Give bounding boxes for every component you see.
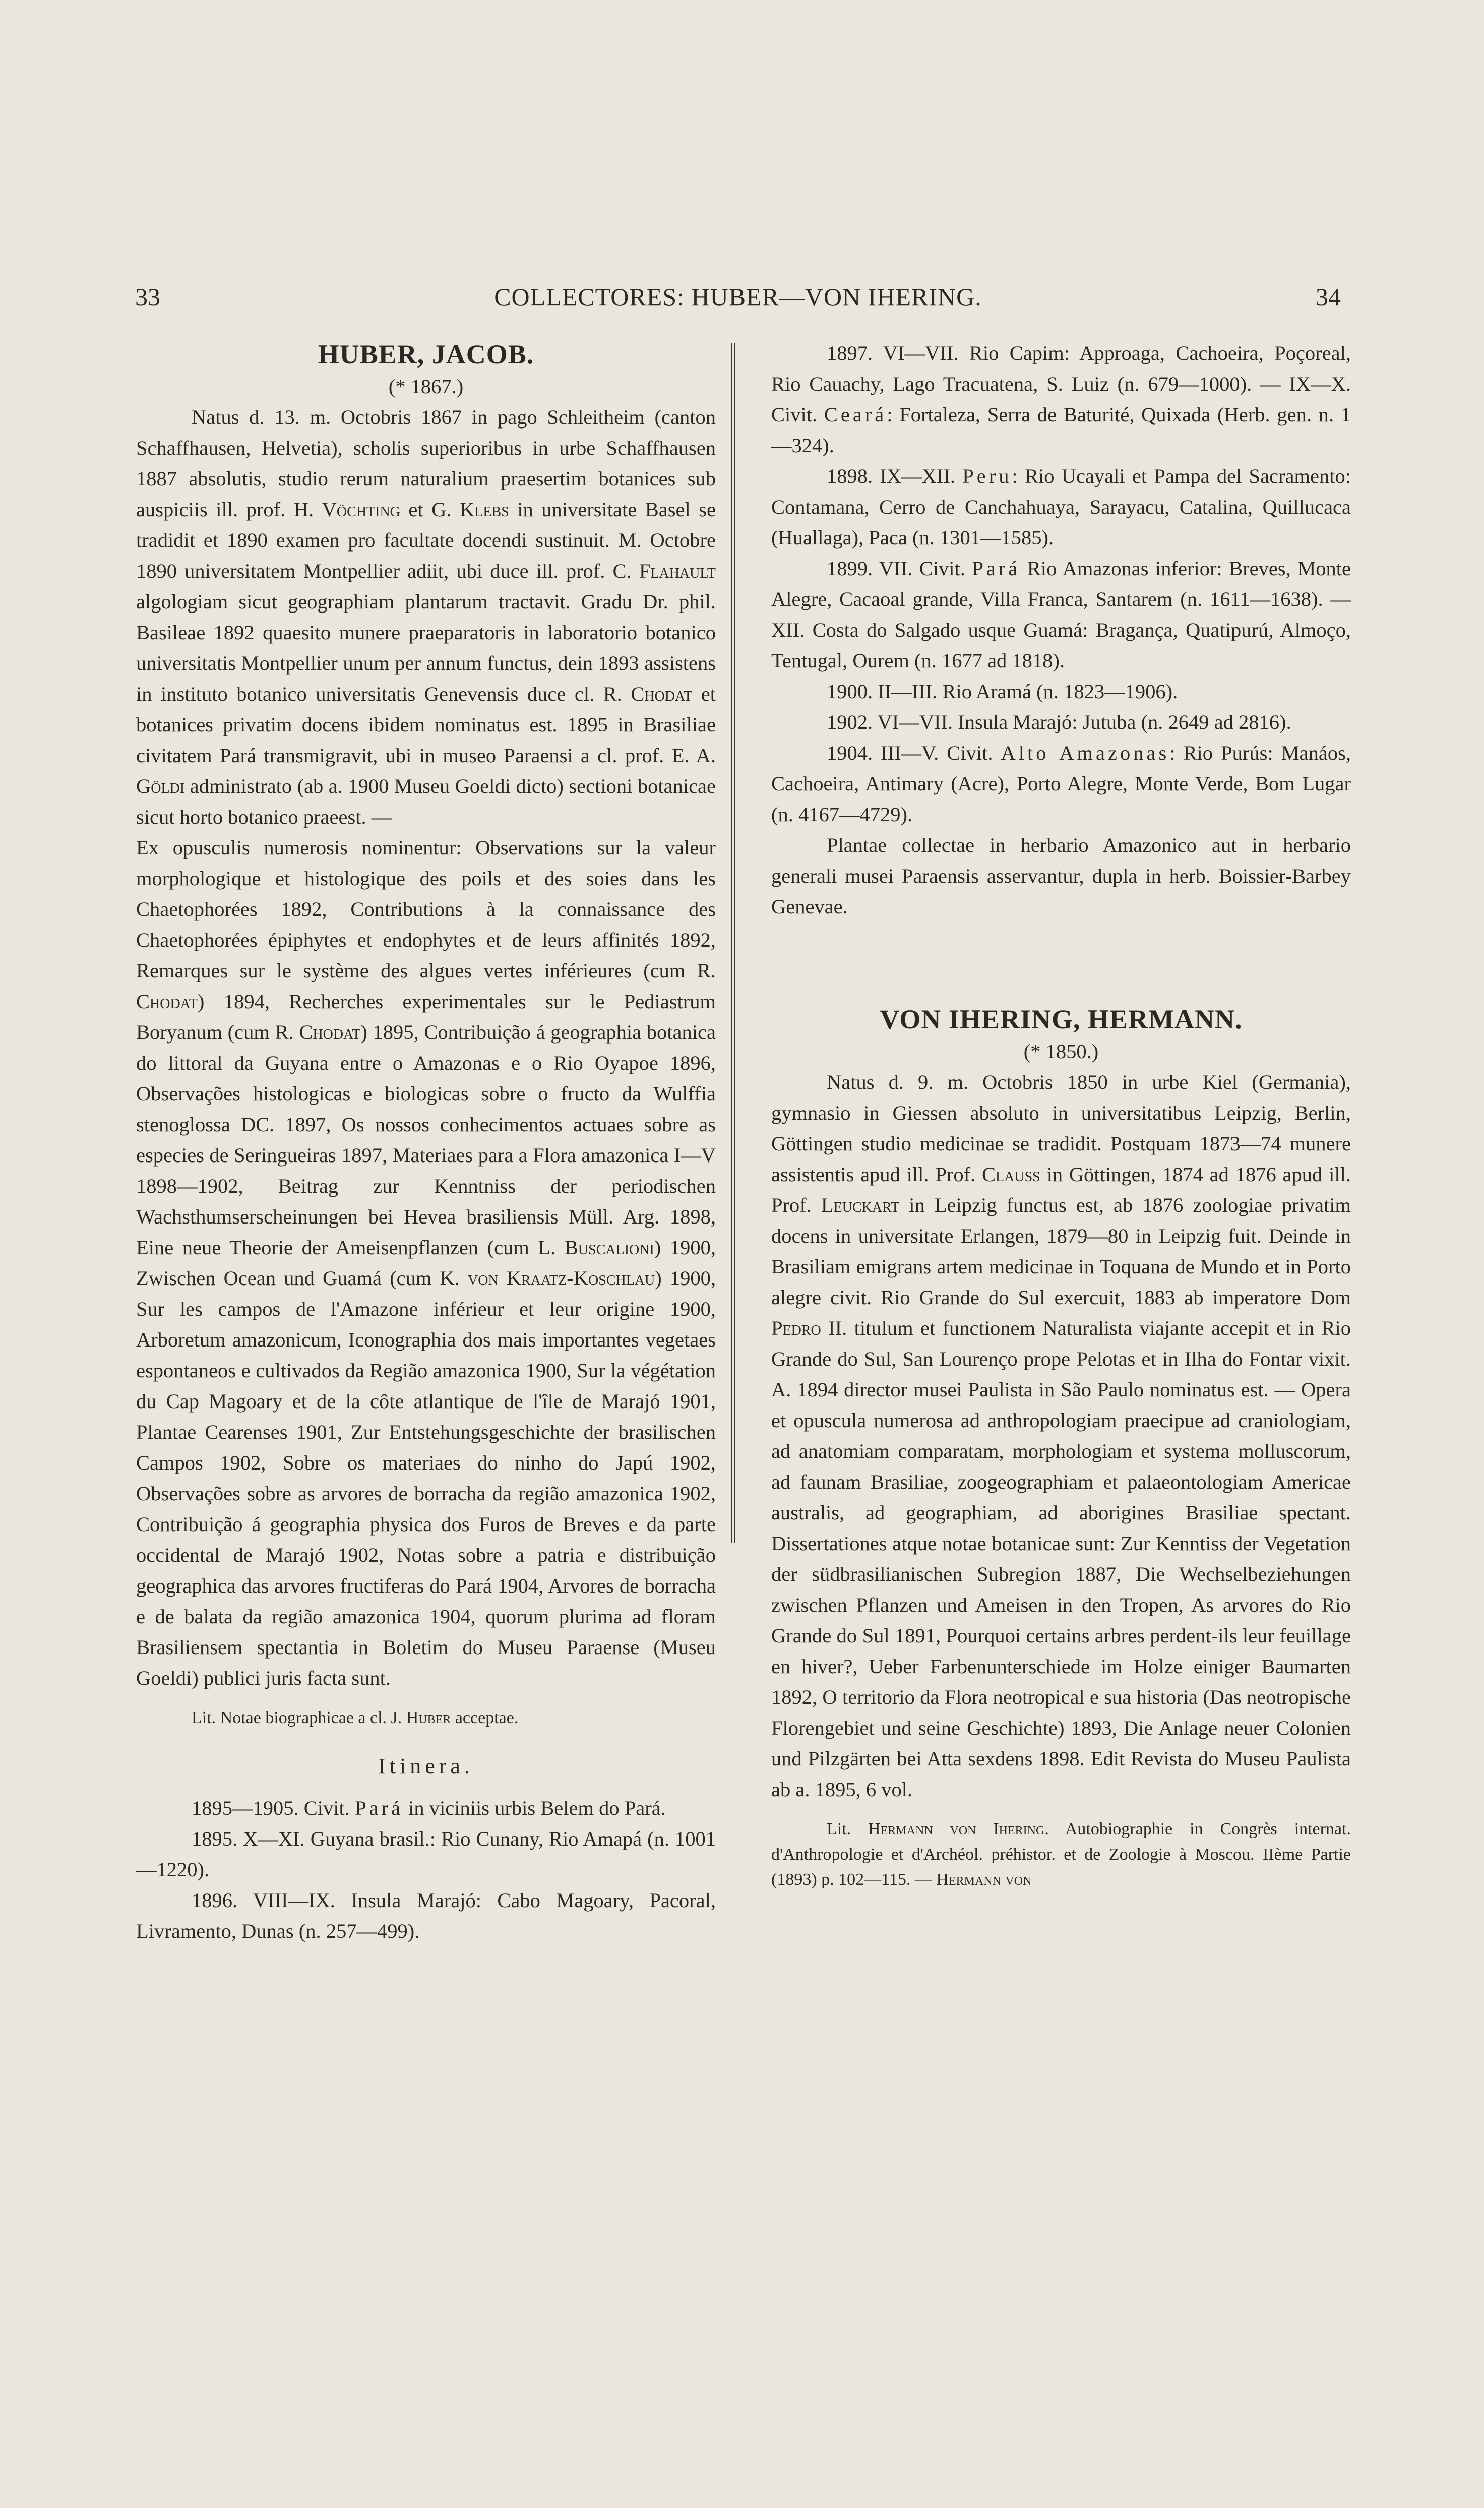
person-name: Huber (406, 1708, 451, 1727)
birth-year-ihering: (* 1850.) (1023, 1040, 1099, 1063)
person-name: Clauss (982, 1163, 1040, 1186)
birth-year-huber: (* 1867.) (388, 375, 464, 398)
person-name: Leuckart (821, 1194, 900, 1216)
left-column (136, 338, 716, 1946)
entry-title-huber: HUBER, JACOB. (318, 339, 534, 370)
itinerary-entry: 1902. VI—VII. Insula Marajó: Jutuba (n. 2649 ad 2816). (827, 711, 1291, 733)
literature-note-ihering: Lit. Hermann von Ihering. Autobiographie in Congrès internat. d'Anthropologie et d'Archéol. préhistor. et de Zoologie à Moscou. IIème Partie (1893) p. 102—115. — Hermann von (771, 1820, 1351, 1889)
itinerary-entry: 1895. X—XI. Guyana brasil.: Rio Cunany, Rio Amapá (n. 1001—1220). (136, 1827, 716, 1881)
running-header (135, 282, 1341, 323)
person-name: Hermann von (936, 1870, 1032, 1889)
person-name: Buscalioni (564, 1236, 654, 1259)
itinerary-entry: 1900. II—III. Rio Aramá (n. 1823—1906). (827, 680, 1178, 703)
person-name: Chodat (299, 1021, 361, 1044)
biography-huber: Natus d. 13. m. Octobris 1867 in pago Schleitheim (canton Schaffhausen, Helvetia), scholis superioribus in urbe Schaffhausen 1887 absolutis, studio rerum naturalium praesertim botanices sub auspiciis ill. prof. H. Vöchting et G. Klebs in universitate Basel se tradidit et 1890 examen pro facultate docendi sustinuit. M. Octobre 1890 universitatem Montpellier adiit, ubi duce ill. prof. C. Flahault algologiam sicut geographiam plantarum tractavit. Gradu Dr. phil. Basileae 1892 quaesito munere praeparatoris in laboratorio botanico universitatis Montpellier unum per annum functus, dein 1893 assistens in instituto botanico universitatis Genevensis duce cl. R. Chodat et botanices privatim docens ibidem nominatus est. 1895 in Brasiliae civitatem Pará transmigravit, ubi in museo Paraensi a cl. prof. E. A. Göldi administrato (ab a. 1900 Museu Goeldi dicto) sectioni botanicae sicut horto botanico praeest. — (136, 406, 716, 828)
person-name: Göldi (136, 775, 185, 798)
column-rule (731, 343, 732, 1543)
collection-note: Plantae collectae in herbario Amazonico aut in herbario generali musei Paraensis asservantur, dupla in herb. Boissier-Barbey Genevae. (771, 834, 1351, 918)
page-number-left: 33 (135, 283, 160, 311)
person-name: Vöchting (322, 498, 400, 521)
person-name: Klebs (460, 498, 509, 521)
itinerary-entry: 1904. III—V. Civit. Alto Amazonas: Rio Purús: Manáos, Cachoeira, Antimary (Acre), Porto Alegre, Monte Verde, Bom Lugar (n. 4167—4729). (771, 742, 1351, 826)
itinerary-entry: 1897. VI—VII. Rio Capim: Approaga, Cachoeira, Poçoreal, Rio Cauachy, Lago Tracuatena, S. Luiz (n. 679—1000). — IX—X. Civit. Ceará: Fortaleza, Serra de Baturité, Quixada (Herb. gen. n. 1—324). (771, 342, 1351, 457)
person-name: Hermann von Ihering (868, 1820, 1045, 1839)
itinerary-entry: 1899. VII. Civit. Pará Rio Amazonas inferior: Breves, Monte Alegre, Cacaoal grande, Villa Franca, Santarem (n. 1611—1638). — XII. Costa do Salgado usque Guamá: Bragança, Quatipurú, Almoço, Tentugal, Ourem (n. 1677 ad 1818). (771, 557, 1351, 672)
person-name: Pedro (771, 1317, 821, 1339)
itinera-heading: Itinera. (378, 1754, 474, 1779)
person-name: Flahault (639, 560, 716, 582)
biography-ihering: Natus d. 9. m. Octobris 1850 in urbe Kiel (Germania), gymnasio in Giessen absoluto in universitatibus Leipzig, Berlin, Göttingen studio medicinae se tradidit. Postquam 1873—74 munere assistentis apud ill. Prof. Clauss in Göttingen, 1874 ad 1876 apud ill. Prof. Leuckart in Leipzig functus est, ab 1876 zoologiae privatim docens in universitate Erlangen, 1879—80 in Leipzig fuit. Deinde in Brasiliam emigrans artem medicinae in Toquana de Mundo et in Porto alegre civit. Rio Grande do Sul exercuit, 1883 ab imperatore Dom Pedro II. titulum et functionem Naturalista viajante accepit et in Rio Grande do Sul, San Lourenço prope Pelotas et in Ilha do Fontar vixit. A. 1894 director musei Paulista in São Paulo nominatus est. — Opera et opuscula numerosa ad anthropologiam praecipue ad craniologiam, ad anatomiam comparatam, morphologiam et systema molluscorum, ad faunam Brasiliae, zoogeographiam et palaeontologiam Americae australis, ad geographiam, ad aborigines Brasiliae spectant. Dissertationes atque notae botanicae sunt: Zur Kenntiss der Vegetation der südbrasilianischen Subregion 1887, Die Wechselbeziehungen zwischen Pflanzen und Ameisen in den Tropen, As arvores do Rio Grande do Sul 1891, Pourquoi certains arbres perdent-ils leur feuillage en hiver?, Ueber Farbenunterschiede im Holze einiger Baumarten 1892, O territorio da Flora neotropical e sua historia (Das neotropische Florengebiet und seine Geschichte) 1893, Die Anlage neuer Colonien und Pilzgärten bei Atta sexdens 1898. Edit Revista do Museu Paulista ab a. 1895, 6 vol. (771, 1071, 1351, 1801)
person-name: Chodat (136, 990, 198, 1013)
person-name: von Kraatz-Koschlau (468, 1267, 655, 1290)
person-name: Chodat (631, 683, 693, 705)
page-number-right: 34 (1316, 283, 1341, 311)
itinerary-entry: 1895—1905. Civit. Pará in viciniis urbis Belem do Pará. (192, 1797, 666, 1819)
entry-title-ihering: VON IHERING, HERMANN. (880, 1004, 1243, 1034)
literature-note-huber: Lit. Notae biographicae a cl. J. Huber acceptae. (192, 1708, 519, 1727)
running-title: COLLECTORES: HUBER—VON IHERING. (494, 283, 982, 311)
itinerary-entry: 1898. IX—XII. Peru: Rio Ucayali et Pampa del Sacramento: Contamana, Cerro de Canchahuaya, Sarayacu, Catalina, Quillucaca (Huallaga), Paca (n. 1301—1585). (771, 465, 1351, 549)
right-column (771, 338, 1351, 1892)
works-huber: Ex opusculis numerosis nominentur: Observations sur la valeur morphologique et histologique des poils et des soies dans les Chaetophorées 1892, Contributions à la connaissance des Chaetophorées épiphytes et endophytes et de leurs affinités 1892, Remarques sur le système des algues vertes inférieures (cum R. Chodat) 1894, Recherches experimentales sur le Pediastrum Boryanum (cum R. Chodat) 1895, Contribuição á geographia botanica do littoral da Guyana entre o Amazonas e o Rio Oyapoe 1896, Observações histologicas e biologicas sobre o fructo da Wulffia stenoglossa DC. 1897, Os nossos conhecimentos actuaes sobre as especies de Seringueiras 1897, Materiaes para a Flora amazonica I—V 1898—1902, Beitrag zur Kenntniss der periodischen Wachsthumserscheinungen bei Hevea brasiliensis Müll. Arg. 1898, Eine neue Theorie der Ameisenpflanzen (cum L. Buscalioni) 1900, Zwischen Ocean und Guamá (cum K. von Kraatz-Koschlau) 1900, Sur les campos de l'Amazone inférieur et leur origine 1900, Arboretum amazonicum, Iconographia dos mais importantes vegetaes espontaneos e cultivados da Região amazonica 1900, Sur la végétation du Cap Magoary et de la côte atlantique de l'île de Marajó 1901, Plantae Cearenses 1901, Zur Entstehungsgeschichte der brasilischen Campos 1902, Sobre os materiaes do ninho do Japú 1902, Observações sobre as arvores de borracha da região amazonica 1902, Contribuição á geographia physica dos Furos de Breves e da parte occidental de Marajó 1902, Notas sobre a patria e distribuição geographica das arvores fructiferas do Pará 1904, Arvores de borracha e de balata da região amazonica 1904, quorum plurima ad floram Brasiliensem spectantia in Boletim do Museu Paraense (Museu Goeldi) publici juris facta sunt. (136, 836, 716, 1689)
column-rule-second (734, 343, 735, 1543)
itinerary-entry: 1896. VIII—IX. Insula Marajó: Cabo Magoary, Pacoral, Livramento, Dunas (n. 257—499). (136, 1889, 716, 1942)
